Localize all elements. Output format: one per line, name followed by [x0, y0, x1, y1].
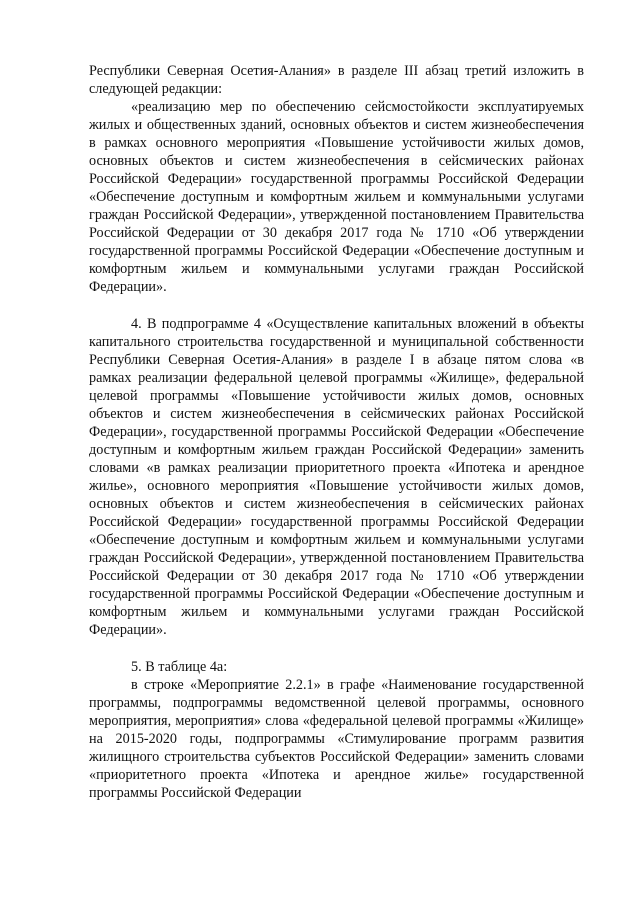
paragraph-item-5-heading: 5. В таблице 4а:	[131, 659, 228, 675]
paragraph-quoted-edit: «реализацию мер по обеспечению сейсмостойкости эксплуатируемых жилых и общественных зданий, основных объектов и систем жизнеобеспечения в рамках основного мероприятия «Повышение устойчивости жилых домов, основных объектов и систем жизнеобеспечения в сейсмических районах Российской Федерации» государственной программы Российской Федерации «Обеспечение доступным и комфортным жильем и коммунальными услугами граждан Российской Федерации», утвержденной постановлением Правительства Российской Федерации от 30 декабря 2017 года № 1710 «Об утверждении государственной программы Российской Федерации «Обеспечение доступным и комфортным жильем и коммунальными услугами граждан Российской Федерации».	[89, 99, 584, 295]
paragraph-intro: Республики Северная Осетия-Алания» в разделе III абзац третий изложить в следующей редакции:	[89, 63, 584, 97]
document-page	[89, 62, 584, 802]
paragraph-item-5-body: в строке «Мероприятие 2.2.1» в графе «Наименование государственной программы, подпрограммы ведомственной целевой программы, основного мероприятия, мероприятия» слова «федеральной целевой программы «Жилище» на 2015-2020 годы, подпрограммы «Стимулирование программ развития жилищного строительства субъектов Российской Федерации» заменить словами «приоритетного проекта «Ипотека и арендное жилье» государственной программы Российской Федерации	[89, 677, 584, 801]
paragraph-item-4: 4. В подпрограмме 4 «Осуществление капитальных вложений в объекты капитального строительства государственной и муниципальной собственности Республики Северная Осетия-Алания» в разделе I в абзаце пятом слова «в рамках реализации федеральной целевой программы «Жилище», федеральной целевой программы «Повышение устойчивости жилых домов, основных объектов и систем жизнеобеспечения в сейсмических районах Российской Федерации», государственной программы Российской Федерации «Обеспечение доступным и комфортным жильем граждан Российской Федерации» заменить словами «в рамках реализации приоритетного проекта «Ипотека и арендное жилье», основного мероприятия «Повышение устойчивости жилых домов, основных объектов и систем жизнеобеспечения в сейсмических районах Российской Федерации» государственной программы Российской Федерации «Обеспечение доступным и комфортным жильем и коммунальными услугами граждан Российской Федерации», утвержденной постановлением Правительства Российской Федерации от 30 декабря 2017 года № 1710 «Об утверждении государственной программы Российской Федерации «Обеспечение доступным и комфортным жильем и коммунальными услугами граждан Российской Федерации».	[89, 316, 584, 638]
